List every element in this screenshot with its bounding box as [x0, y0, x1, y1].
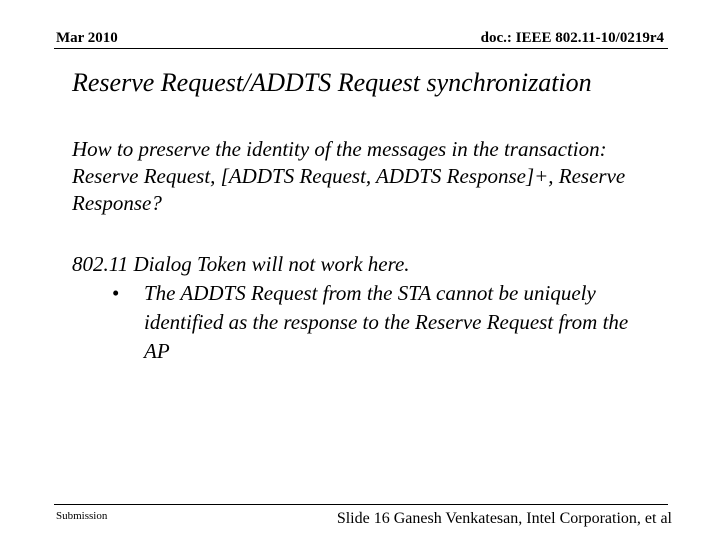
footer-divider — [54, 504, 668, 505]
footer-right — [337, 510, 672, 528]
slide-title: Reserve Request/ADDTS Request synchronization — [72, 68, 592, 97]
footer-submission: Submission — [56, 510, 108, 522]
header-doc-id: doc.: IEEE 802.11-10/0219r4 — [480, 30, 664, 46]
header-date: Mar 2010 — [56, 30, 118, 46]
footer-slide-number: Slide 16 — [336, 510, 390, 527]
bullet-mark: • — [112, 281, 120, 305]
body-paragraph-2: 802.11 Dialog Token will not work here. — [72, 252, 410, 276]
body-paragraph-1: How to preserve the identity of the messages in the transaction: Reserve Request, [ADDTS Request, ADDTS Response]+, Reserve Response? — [72, 137, 626, 215]
footer-author: Ganesh Venkatesan, Intel Corporation, et al — [393, 510, 672, 527]
header-divider — [54, 48, 668, 49]
bullet-text: The ADDTS Request from the STA cannot be uniquely identified as the response to the Reserve Request from the AP — [144, 281, 629, 363]
